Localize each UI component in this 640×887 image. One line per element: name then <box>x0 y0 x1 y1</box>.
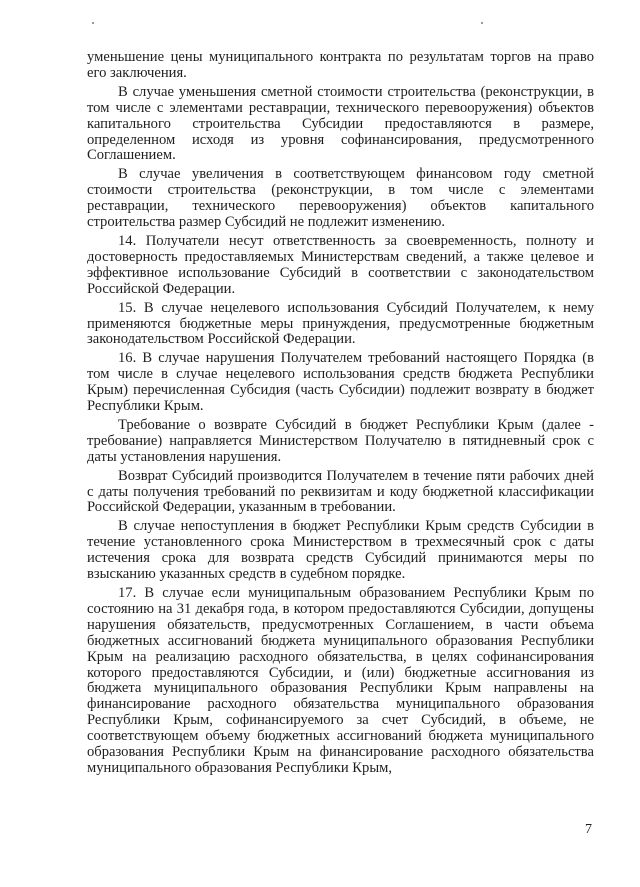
paragraph: уменьшение цены муниципального контракта по результатам торгов на право его заключения. <box>87 49 594 81</box>
paragraph: 16. В случае нарушения Получателем требований настоящего Порядка (в том числе в случае нецелевого использования средств бюджета Республики Крым) перечисленная Субсидия (часть Субсидии) подлежит возврату в бюджет Республики Крым. <box>87 350 594 415</box>
paragraph: Возврат Субсидий производится Получателем в течение пяти рабочих дней с даты получения требований по реквизитам и коду бюджетной классификации Российской Федерации, указанным в требовании. <box>87 467 594 516</box>
paragraph: В случае уменьшения сметной стоимости строительства (реконструкции, в том числе с элементами реставрации, технического перевооружения) объектов капитального строительства Субсидии предоставляются в размере, определенном исходя из уровня софинансирования, предусмотренного Соглашением. <box>87 83 594 164</box>
paragraph: 15. В случае нецелевого использования Субсидий Получателем, к нему применяются бюджетные меры принуждения, предусмотренные бюджетным законодательством Российской Федерации. <box>87 299 594 348</box>
paragraph: 14. Получатели несут ответственность за своевременность, полноту и достоверность предоставляемых Министерствам сведений, а также целевое и эффективное использование Субсидий в соответствии с законодательством Российской Федерации. <box>87 232 594 297</box>
scan-speck <box>92 22 94 24</box>
page-number: 7 <box>585 822 592 837</box>
paragraph: 17. В случае если муниципальным образованием Республики Крым по состоянию на 31 декабря года, в котором предоставляются Субсидии, допущены нарушения обязательств, предусмотренных Соглашением, в части объема бюджетных ассигнований бюджета муниципального образования Республики Крым на реализацию расходного обязательства, в целях софинансирования которого предоставляются Субсидии, и (или) бюджетные ассигнования из бюджета муниципального образования Республики Крым направлены на финансирование расходного обязательства муниципального образования Республики Крым, софинансируемого за счет Субсидий, в объеме, не соответствующем объему бюджетных ассигнований бюджета муниципального образования Республики Крым на финансирование расходного обязательства муниципального образования Республики Крым, <box>87 585 594 776</box>
paragraph: Требование о возврате Субсидий в бюджет Республики Крым (далее - требование) направляется Министерством Получателю в пятидневный срок с даты установления нарушения. <box>87 416 594 465</box>
paragraph: В случае непоступления в бюджет Республики Крым средств Субсидии в течение установленного срока Министерством в трехмесячный срок с даты истечения срока для возврата средств Субсидий принимаются меры по взысканию указанных средств в судебном порядке. <box>87 518 594 583</box>
paragraph: В случае увеличения в соответствующем финансовом году сметной стоимости строительства (реконструкции, в том числе с элементами реставрации, технического перевооружения) объектов капитального строительства размер Субсидий не подлежит изменению. <box>87 166 594 231</box>
scan-speck <box>481 22 483 24</box>
body-text <box>87 50 594 780</box>
